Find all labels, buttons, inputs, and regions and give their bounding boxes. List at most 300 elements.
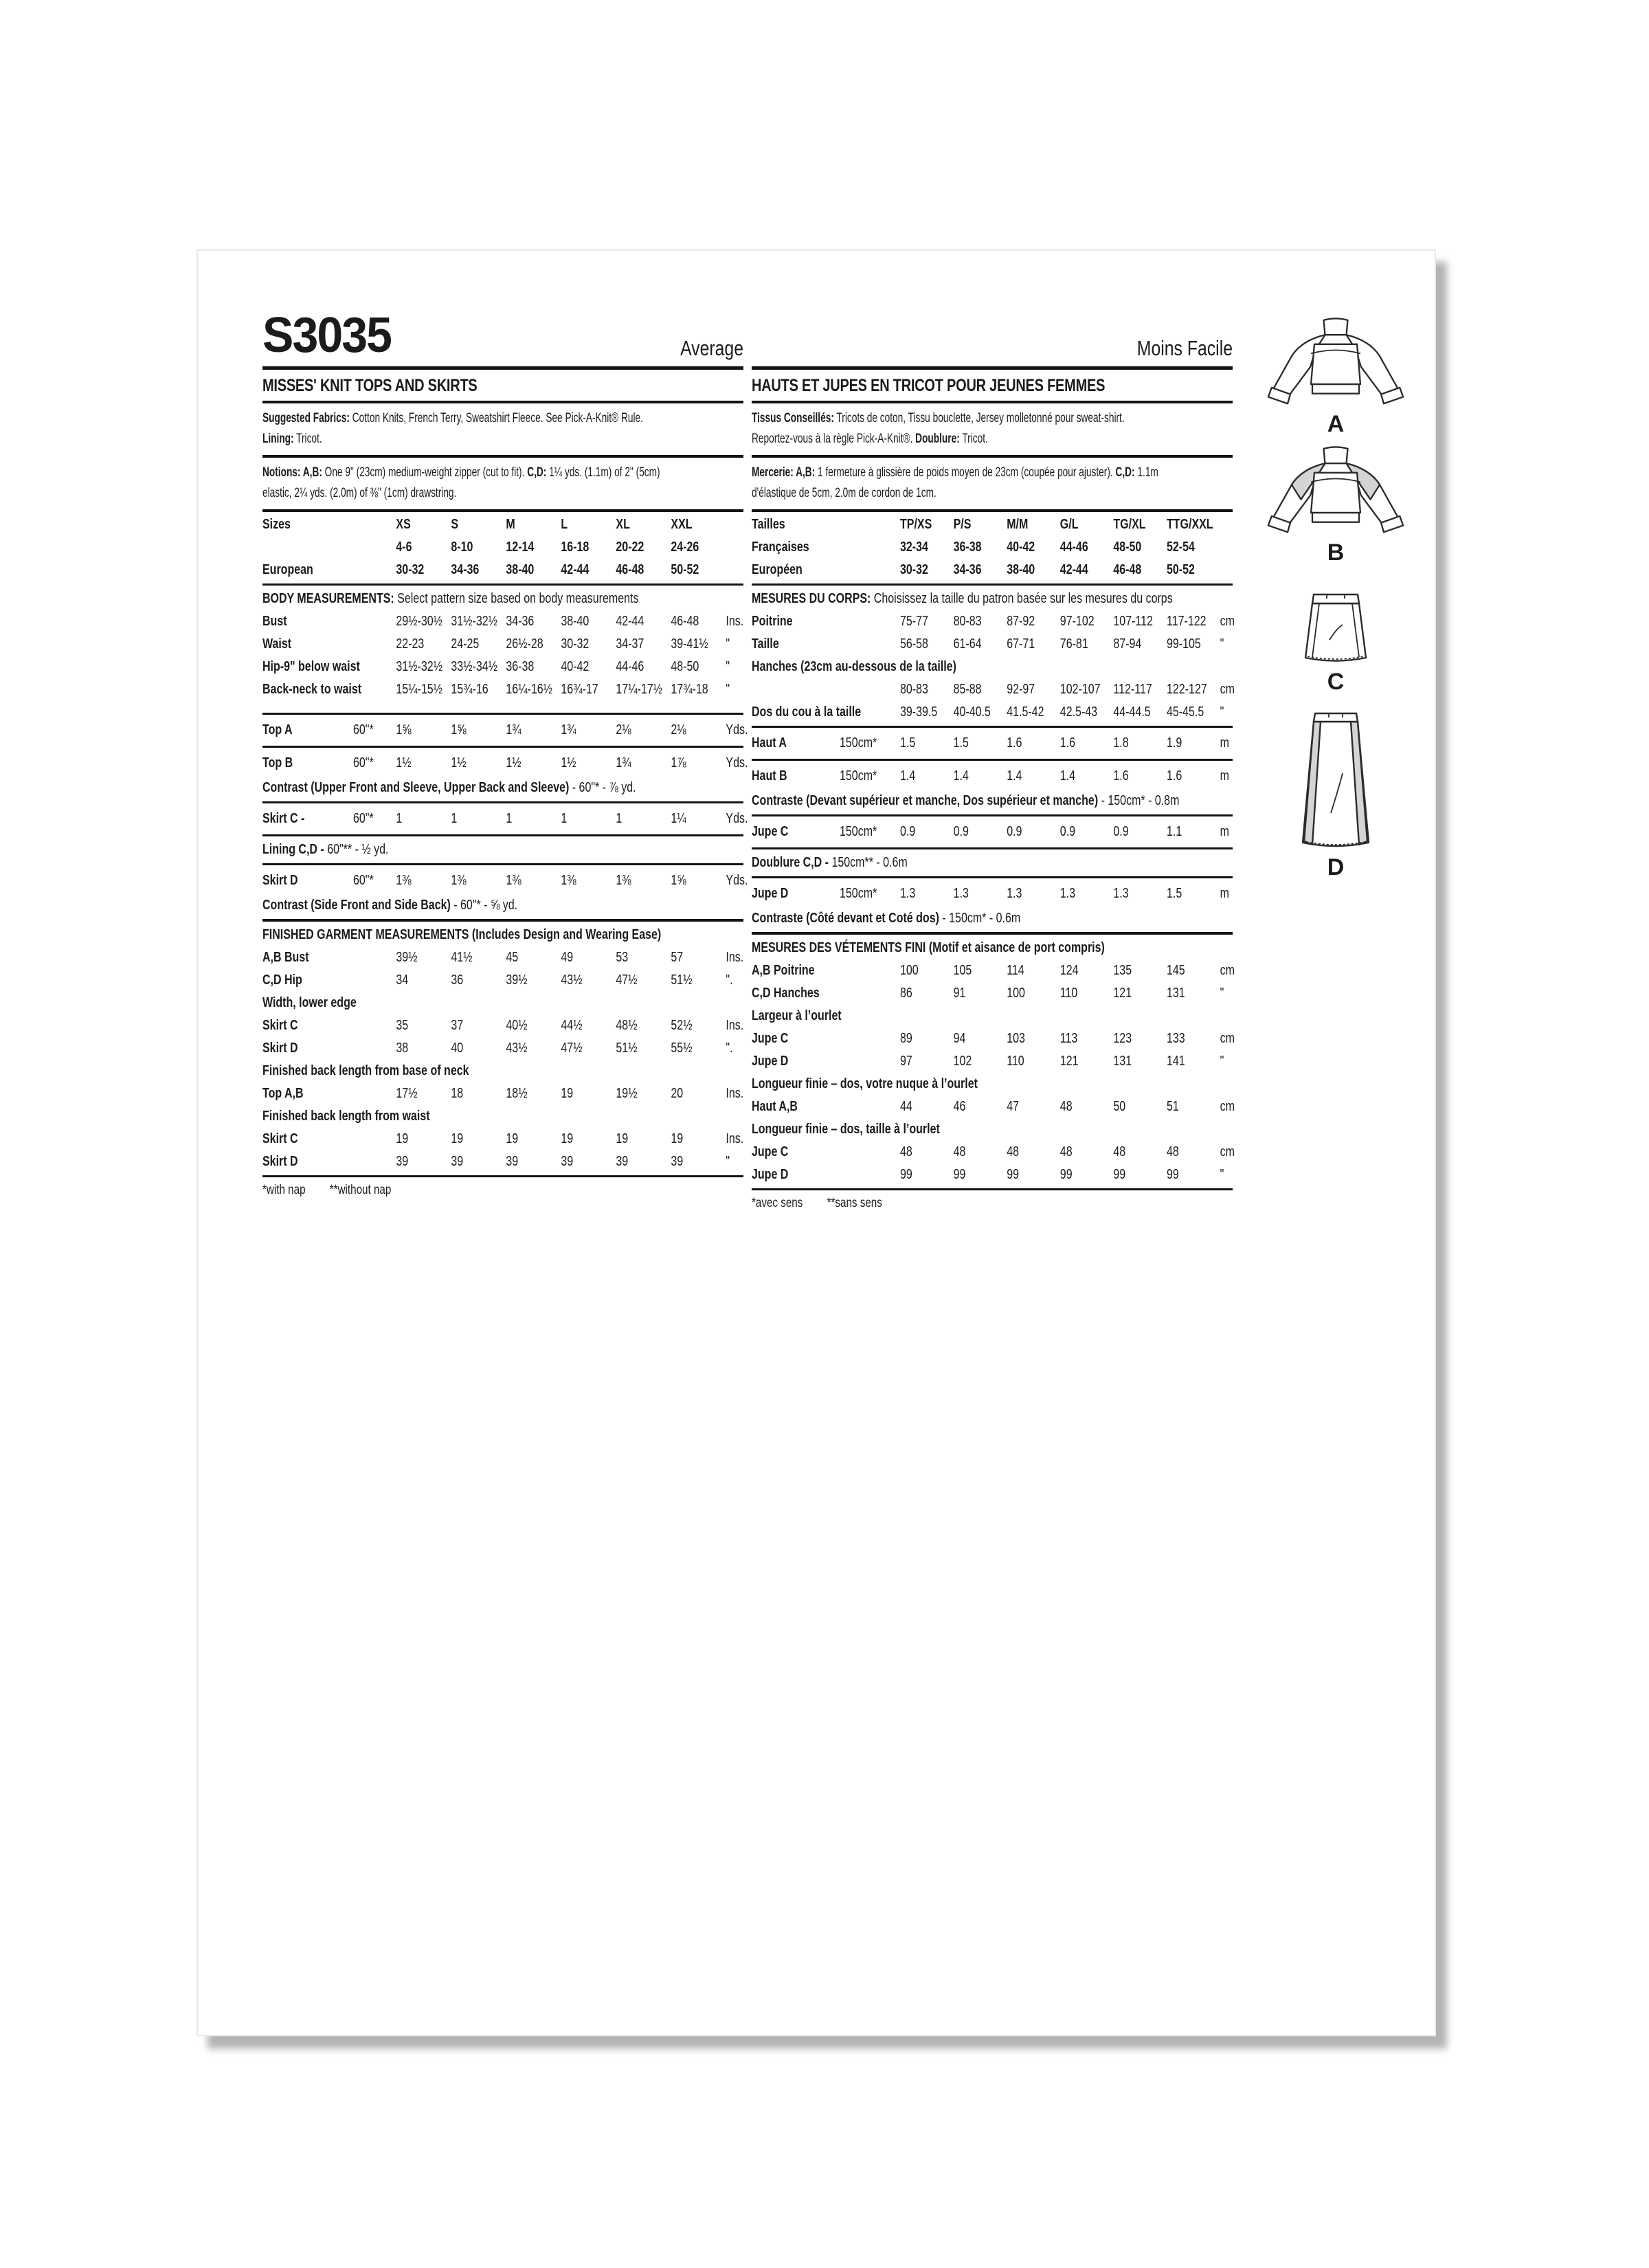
mercerie-block-fr [752, 458, 1233, 512]
value-cell: 1.6 [1113, 768, 1129, 783]
value-cell: 53 [616, 950, 629, 965]
text: 1 fermeture à glissière de poids moyen de 23cm (coupée pour ajuster). [815, 465, 1116, 480]
value-cell: 19 [616, 1131, 629, 1146]
bold-text: Mercerie: A,B: [752, 465, 816, 480]
fabrics-block-fr [752, 403, 1233, 458]
value-cell: 1.4 [1059, 768, 1076, 783]
value-cell: 47½ [561, 1041, 583, 1056]
unit-cell: m [1220, 735, 1229, 751]
notions-text [262, 463, 743, 504]
value-cell: 24-26 [671, 540, 699, 555]
value-cell: 114 [1007, 963, 1024, 978]
value-cell: 30-32 [396, 562, 425, 577]
fabric-width-cell: 60"* [353, 873, 374, 888]
unit-cell: " [726, 659, 730, 674]
bold-text: Longueur finie – dos, votre nuque à l’ourlet [752, 1076, 978, 1091]
row-label: Françaises [752, 540, 809, 555]
row-label: Sizes [262, 517, 291, 532]
notions-block-en [262, 458, 743, 512]
value-cell: 100 [900, 963, 919, 978]
value-cell: 1½ [561, 755, 576, 770]
value-cell: 22-23 [396, 636, 425, 652]
text: *with nap [262, 1183, 306, 1197]
unit-cell: Ins. [726, 1018, 744, 1033]
divider-rule [262, 834, 743, 836]
value-cell: 1.9 [1167, 735, 1182, 751]
fabric-width-cell: 150cm* [840, 768, 877, 783]
value-cell: 34-36 [451, 562, 480, 577]
value-cell: 12-14 [506, 540, 535, 555]
value-cell: 1.5 [1167, 886, 1182, 901]
top-a-sweatshirt-drawing [1260, 316, 1411, 410]
table-row [262, 717, 748, 744]
view-c-figure [1255, 590, 1417, 696]
value-cell: 40-42 [1007, 540, 1035, 555]
table-note [262, 588, 743, 610]
value-cell: 75-77 [900, 614, 928, 629]
table-row [262, 610, 743, 633]
bold-text: Doublure C,D - [752, 855, 829, 870]
value-cell: 39½ [506, 972, 528, 988]
unit-cell: Ins. [726, 614, 744, 629]
value-cell: 18½ [506, 1086, 528, 1101]
value-cell: 113 [1059, 1031, 1078, 1046]
view-c-label: C [1327, 669, 1345, 695]
unit-cell: " [726, 682, 730, 697]
fabric-width-cell: 150cm* [840, 824, 877, 839]
table-row [262, 656, 743, 678]
value-cell: 1¾ [561, 722, 576, 737]
fabric-width-cell: 150cm* [840, 886, 877, 901]
value-cell: 39-41½ [671, 636, 708, 652]
value-cell: 17½ [396, 1086, 418, 1101]
value-cell: 19 [671, 1131, 684, 1146]
value-cell: 34-36 [953, 562, 982, 577]
value-cell: 97-102 [1059, 614, 1095, 629]
value-cell: 122-127 [1167, 682, 1207, 697]
text: Choisissez la taille du patron basée sur les mesures du corps [871, 591, 1173, 606]
value-cell: 87-94 [1113, 636, 1142, 652]
value-cell: 43½ [561, 972, 583, 988]
text: Tricots de coton, Tissu bouclette, Jersey molletonné pour sweat-shirt. [833, 411, 1125, 425]
bold-text: MESURES DES VÉTEMENTS FINI (Motif et aisance de port compris) [752, 940, 1105, 955]
value-cell: 1⅝ [451, 722, 467, 737]
text: 60"** - ½ yd. [324, 842, 389, 857]
value-cell: 40 [451, 1041, 464, 1056]
value-cell: 29½-30½ [396, 614, 443, 629]
divider-rule [262, 1175, 743, 1177]
unit-cell: " [1220, 986, 1224, 1001]
value-cell: 48-50 [671, 659, 699, 674]
table-row [752, 819, 1233, 845]
bold-text: Width, lower edge [262, 995, 357, 1010]
bold-text: Tissus Conseillés: [752, 411, 834, 425]
value-cell: L [561, 517, 568, 532]
unit-cell: " [1220, 704, 1224, 720]
table-row [752, 610, 1233, 633]
unit-cell: " [726, 636, 730, 652]
value-cell: 34-37 [616, 636, 644, 652]
value-cell: 102 [953, 1054, 972, 1069]
value-cell: 52-54 [1167, 540, 1195, 555]
value-cell: 39 [616, 1154, 629, 1169]
value-cell: 1.6 [1007, 735, 1022, 751]
row-label: Skirt D [262, 873, 298, 888]
value-cell: XL [616, 517, 630, 532]
value-cell: 48 [1007, 1144, 1019, 1159]
value-cell: 39 [451, 1154, 464, 1169]
row-label: Top A,B [262, 1086, 304, 1101]
value-cell: 123 [1113, 1031, 1132, 1046]
row-label: Jupe D [752, 1167, 789, 1182]
unit-cell: Yds. [726, 811, 748, 826]
value-cell: 19 [451, 1131, 464, 1146]
value-cell: 48-50 [1113, 540, 1142, 555]
value-cell: 4-6 [396, 540, 412, 555]
row-label: A,B Bust [262, 950, 309, 965]
value-cell: S [451, 517, 459, 532]
table-row [752, 536, 1233, 559]
divider-rule [262, 919, 743, 922]
value-cell: 99 [1113, 1167, 1126, 1182]
value-cell: 1 [396, 811, 403, 826]
table-row [752, 880, 1233, 907]
value-cell: 16-18 [561, 540, 590, 555]
value-cell: 1.5 [953, 735, 969, 751]
value-cell: 121 [1113, 986, 1132, 1001]
row-label: Jupe C [752, 1031, 789, 1046]
value-cell: 34-36 [506, 614, 535, 629]
english-column [262, 306, 748, 1198]
unit-cell: ". [726, 972, 733, 988]
value-cell: 99 [953, 1167, 966, 1182]
value-cell: 1½ [506, 755, 521, 770]
value-cell: 80-83 [953, 614, 982, 629]
difficulty-rating-en: Average [680, 336, 743, 360]
top-b-sweatshirt-drawing [1260, 445, 1411, 538]
value-cell: 38-40 [506, 562, 535, 577]
bold-text: Finished back length from base of neck [262, 1063, 469, 1078]
value-cell: 145 [1167, 963, 1185, 978]
value-cell: TTG/XXL [1167, 517, 1213, 532]
value-cell: 1.4 [953, 768, 969, 783]
value-cell: 50-52 [671, 562, 699, 577]
value-cell: 1¼ [671, 811, 686, 826]
mercerie-text [752, 463, 1232, 504]
table-note [262, 1060, 743, 1082]
bold-text: Doublure: [915, 432, 960, 446]
french-column [752, 306, 1233, 1211]
divider-rule [752, 759, 1233, 761]
value-cell: 44 [900, 1099, 912, 1114]
table-note [262, 894, 743, 917]
table-row [752, 1027, 1233, 1050]
row-label: Top A [262, 722, 293, 737]
table-row [262, 946, 743, 969]
value-cell: 51½ [671, 972, 693, 988]
value-cell: 42-44 [561, 562, 590, 577]
bold-text: Longueur finie – dos, taille à l’ourlet [752, 1122, 940, 1137]
row-label: Jupe C [752, 824, 789, 839]
table-row [752, 701, 1233, 724]
table-note [752, 1005, 1233, 1027]
divider-rule [752, 932, 1233, 935]
value-cell: 1.5 [900, 735, 916, 751]
unit-cell: cm [1220, 614, 1235, 629]
text: One 9" (23cm) medium-weight zipper (cut to fit). [322, 465, 528, 480]
table-note [752, 907, 1233, 930]
value-cell: 99 [1167, 1167, 1179, 1182]
value-cell: 48½ [616, 1018, 638, 1033]
view-d-figure [1255, 710, 1417, 881]
unit-cell: m [1220, 768, 1229, 783]
divider-rule [752, 847, 1233, 849]
value-cell: 45-45.5 [1167, 704, 1204, 720]
value-cell: 1.8 [1113, 735, 1129, 751]
value-cell: 17¾-18 [671, 682, 708, 697]
table-note [752, 656, 1233, 678]
value-cell: 35 [396, 1018, 409, 1033]
value-cell: 0.9 [1113, 824, 1129, 839]
value-cell: 42-44 [616, 614, 644, 629]
value-cell: 76-81 [1059, 636, 1088, 652]
value-cell: 15¼-15½ [396, 682, 443, 697]
fabric-width-cell: 150cm* [840, 735, 877, 751]
text: **without nap [329, 1183, 392, 1197]
table-row [262, 1037, 743, 1060]
text: Tricot. [959, 432, 988, 446]
value-cell: 36-38 [506, 659, 535, 674]
value-cell: 16¼-16½ [506, 682, 553, 697]
unit-cell: cm [1220, 1031, 1235, 1046]
table-row [262, 678, 743, 701]
unit-cell: " [1220, 1167, 1224, 1182]
value-cell: 24-25 [451, 636, 480, 652]
pattern-number: S3035 [262, 308, 392, 363]
unit-cell: cm [1220, 1144, 1235, 1159]
unit-cell: Yds. [726, 755, 748, 770]
table-note [752, 937, 1233, 959]
value-cell: 141 [1167, 1054, 1185, 1069]
value-cell: 1.3 [900, 886, 916, 901]
text: - 150cm* - 0.8m [1098, 793, 1180, 808]
table-note [262, 1105, 743, 1128]
unit-cell: Yds. [726, 873, 748, 888]
title-bar-fr [752, 306, 1233, 370]
view-a-figure [1255, 316, 1417, 438]
skirt-c-drawing [1290, 590, 1381, 667]
value-cell: 48 [1167, 1144, 1179, 1159]
bold-text: FINISHED GARMENT MEASUREMENTS (Includes Design and Wearing Ease) [262, 927, 662, 942]
value-cell: 131 [1167, 986, 1185, 1001]
value-cell: 33½-34½ [451, 659, 498, 674]
row-label: Haut A,B [752, 1099, 798, 1114]
value-cell: 99 [900, 1167, 912, 1182]
value-cell: 112-117 [1113, 682, 1152, 697]
value-cell: 87-92 [1007, 614, 1035, 629]
footnote-fr [752, 1196, 1233, 1211]
value-cell: 2⅛ [616, 722, 631, 737]
value-cell: 1⅝ [671, 873, 686, 888]
value-cell: 36 [451, 972, 464, 988]
value-cell: 30-32 [900, 562, 928, 577]
value-cell: 133 [1167, 1031, 1185, 1046]
garment-title-en: MISSES' KNIT TOPS AND SKIRTS [262, 370, 743, 403]
value-cell: 131 [1113, 1054, 1132, 1069]
unit-cell: m [1220, 886, 1229, 901]
divider-rule [262, 801, 743, 803]
value-cell: 17¼-17½ [616, 682, 663, 697]
value-cell: 1.4 [1007, 768, 1022, 783]
bold-text: Contrast (Side Front and Side Back) [262, 898, 451, 913]
value-cell: 39-39.5 [900, 704, 938, 720]
view-b-figure [1255, 445, 1417, 566]
table-note [262, 992, 743, 1014]
table-row [262, 536, 743, 559]
value-cell: 105 [953, 963, 972, 978]
value-cell: 46-48 [616, 562, 644, 577]
divider-rule [262, 746, 743, 748]
value-cell: 100 [1007, 986, 1025, 1001]
row-label: Bust [262, 614, 287, 629]
table-row [262, 969, 743, 992]
value-cell: 110 [1059, 986, 1078, 1001]
bold-text: Contraste (Côté devant et Coté dos) [752, 911, 939, 926]
unit-cell: Ins. [726, 950, 744, 965]
table-row [752, 678, 1233, 701]
value-cell: 47½ [616, 972, 638, 988]
value-cell: 37 [451, 1018, 464, 1033]
value-cell: 30-32 [561, 636, 590, 652]
table-row [262, 1150, 743, 1173]
value-cell: 1⅜ [616, 873, 631, 888]
table-row [262, 867, 748, 894]
table-row [752, 559, 1233, 581]
value-cell: 45 [506, 950, 519, 965]
view-a-label: A [1327, 411, 1345, 437]
value-cell: 19½ [616, 1086, 638, 1101]
text: Cotton Knits, French Terry, Sweatshirt Fleece. See Pick-A-Knit® Rule. [349, 411, 643, 425]
row-label: Waist [262, 636, 292, 652]
footnote-en [262, 1183, 743, 1198]
unit-cell: cm [1220, 1099, 1235, 1114]
value-cell: 1.3 [1007, 886, 1022, 901]
view-d-label: D [1327, 854, 1345, 880]
value-cell: 2⅛ [671, 722, 686, 737]
value-cell: XS [396, 517, 411, 532]
row-label: Back-neck to waist [262, 682, 362, 697]
row-label: Tailles [752, 517, 785, 532]
divider-rule [752, 814, 1233, 816]
table-row [262, 633, 743, 656]
value-cell: 46-48 [1113, 562, 1142, 577]
table-note [752, 852, 1233, 874]
value-cell: 1½ [451, 755, 467, 770]
value-cell: TG/XL [1113, 517, 1146, 532]
value-cell: 48 [1113, 1144, 1126, 1159]
divider-rule [752, 1188, 1233, 1190]
value-cell: 44½ [561, 1018, 583, 1033]
text: 1.1m [1134, 465, 1158, 480]
row-label: A,B Poitrine [752, 963, 815, 978]
value-cell: 40½ [506, 1018, 528, 1033]
table-note [752, 1073, 1233, 1096]
value-cell: 46 [953, 1099, 966, 1114]
value-cell: 43½ [506, 1041, 528, 1056]
value-cell: 99 [1059, 1167, 1073, 1182]
value-cell: 41.5-42 [1007, 704, 1044, 720]
tissus-conseilles-text [752, 408, 1232, 449]
value-cell: 67-71 [1007, 636, 1035, 652]
bold-text: Contrast (Upper Front and Sleeve, Upper Back and Sleeve) [262, 780, 570, 795]
table-row [752, 633, 1233, 656]
value-cell: 34 [396, 972, 409, 988]
table-note [262, 838, 743, 861]
value-cell: 38 [396, 1041, 409, 1056]
value-cell: 1¾ [506, 722, 521, 737]
row-label: C,D Hanches [752, 986, 820, 1001]
value-cell: 39 [396, 1154, 409, 1169]
value-cell: 0.9 [1007, 824, 1022, 839]
bold-text: Lining: [262, 432, 294, 446]
value-cell: P/S [953, 517, 972, 532]
value-cell: 42.5-43 [1059, 704, 1098, 720]
value-cell: 50 [1113, 1099, 1126, 1114]
value-cell: 85-88 [953, 682, 982, 697]
value-cell: 44-46 [616, 659, 644, 674]
value-cell: 48 [1059, 1099, 1073, 1114]
unit-cell: " [1220, 636, 1224, 652]
divider-rule [752, 726, 1233, 728]
unit-cell: " [726, 1154, 730, 1169]
value-cell: 1⅞ [671, 755, 686, 770]
text: 150cm** - 0.6m [829, 855, 908, 870]
value-cell: 19 [396, 1131, 409, 1146]
value-cell: 102-107 [1059, 682, 1101, 697]
value-cell: 40-42 [561, 659, 590, 674]
value-cell: 48 [953, 1144, 966, 1159]
value-cell: 1.6 [1167, 768, 1182, 783]
spacer [262, 701, 743, 711]
value-cell: 80-83 [900, 682, 928, 697]
value-cell: 31½-32½ [396, 659, 443, 674]
value-cell: 51 [1167, 1099, 1179, 1114]
row-label: Skirt C - [262, 811, 305, 826]
text: - 60"* - ⅞ yd. [569, 780, 636, 795]
value-cell: G/L [1059, 517, 1079, 532]
table-row [262, 1128, 743, 1150]
bold-text: Finished back length from waist [262, 1109, 430, 1124]
table-row [262, 750, 748, 777]
fabric-width-cell: 60"* [353, 755, 374, 770]
text: - 60"* - ⅝ yd. [450, 898, 518, 913]
text: d'élastique de 5cm, 2.0m de cordon de 1cm. [752, 486, 936, 500]
value-cell: 1 [561, 811, 568, 826]
text: **sans sens [827, 1196, 882, 1210]
value-cell: 42-44 [1059, 562, 1088, 577]
value-cell: 48 [900, 1144, 912, 1159]
row-label: Jupe D [752, 1054, 789, 1069]
text: Reportez-vous à la règle Pick-A-Knit®. [752, 432, 916, 446]
value-cell: 1.6 [1059, 735, 1076, 751]
divider-rule [262, 713, 743, 715]
unit-cell: Yds. [726, 722, 748, 737]
row-label: Jupe C [752, 1144, 789, 1159]
unit-cell: " [1220, 1054, 1224, 1069]
value-cell: 0.9 [1059, 824, 1076, 839]
value-cell: 32-34 [900, 540, 928, 555]
row-label: Européen [752, 562, 803, 577]
